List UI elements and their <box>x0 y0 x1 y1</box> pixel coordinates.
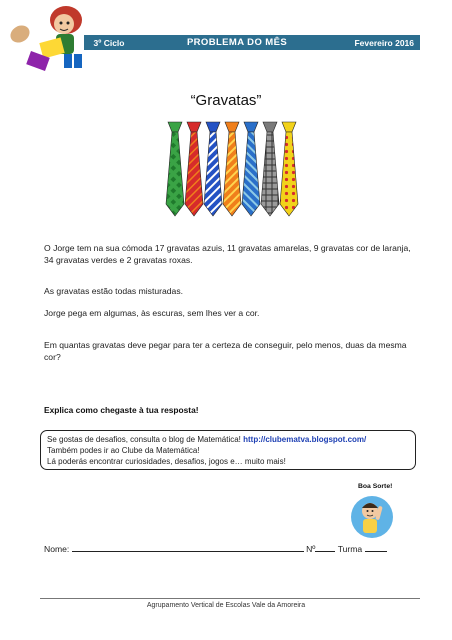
header-bar <box>84 35 420 50</box>
info-line-3: Lá poderás encontrar curiosidades, desafios, jogos e… muito mais! <box>47 457 286 466</box>
blog-link[interactable]: http://clubematva.blogspot.com/ <box>243 435 367 444</box>
good-luck-label: Boa Sorte! <box>358 483 393 490</box>
waving-boy-icon <box>350 494 394 540</box>
explain-instruction: Explica como chegaste à tua resposta! <box>44 405 199 415</box>
problem-paragraph-2: As gravatas estão todas misturadas. <box>44 286 184 296</box>
name-label: Nome: <box>44 544 70 554</box>
ties-illustration <box>160 120 300 218</box>
header-date: Fevereiro 2016 <box>354 37 414 48</box>
header-title: PROBLEMA DO MÊS <box>186 37 288 48</box>
info-line-1-text: Se gostas de desafios, consulta o blog de Matemática! <box>47 435 244 444</box>
info-line-1 <box>47 434 409 445</box>
problem-question: Em quantas gravatas deve pegar para ter a certeza de conseguir, pelo menos, duas da mesma cor? <box>44 340 407 363</box>
info-box <box>40 430 416 470</box>
footer-divider <box>40 598 420 599</box>
student-info-line <box>44 543 387 554</box>
mascot-icon <box>6 4 88 74</box>
number-label: Nº <box>306 544 316 554</box>
name-field[interactable] <box>72 543 304 552</box>
header-cycle: 3º Ciclo <box>93 37 125 48</box>
footer-school-name: Agrupamento Vertical de Escolas Vale da Amoreira <box>146 602 306 609</box>
number-field[interactable] <box>315 543 335 552</box>
problem-paragraph-3: Jorge pega em algumas, às escuras, sem lhes ver a cor. <box>44 308 260 318</box>
class-field[interactable] <box>365 543 387 552</box>
problem-title: “Gravatas” <box>190 92 262 109</box>
class-label: Turma <box>337 544 363 554</box>
info-line-2: Também podes ir ao Clube da Matemática! <box>47 446 200 455</box>
problem-paragraph-1: O Jorge tem na sua cómoda 17 gravatas azuis, 11 gravatas amarelas, 9 gravatas cor de laranja, 34 gravatas verdes e 2 gravatas roxas. <box>44 243 411 266</box>
